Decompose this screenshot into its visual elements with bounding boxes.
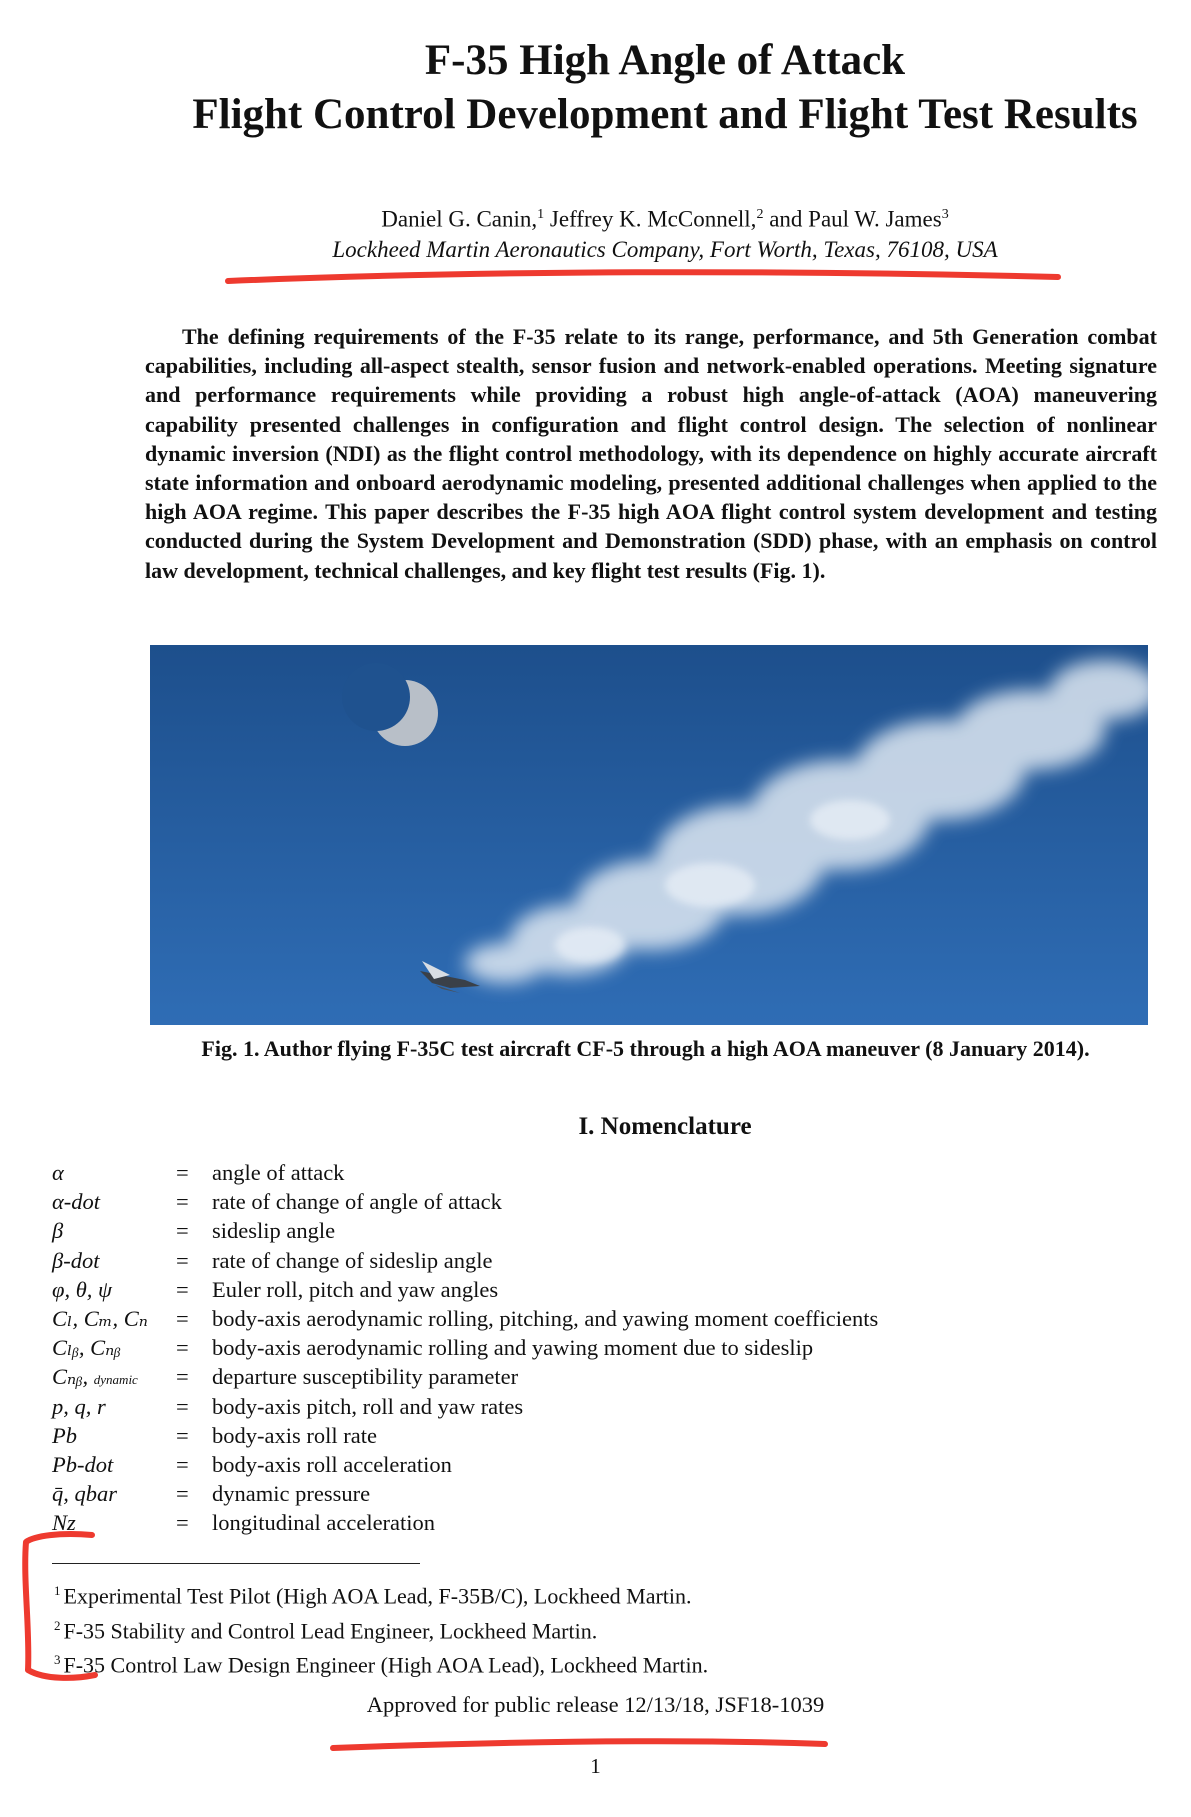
nomenclature-definition: rate of change of sideslip angle <box>212 1247 493 1273</box>
nomenclature-heading: I. Nomenclature <box>578 1113 752 1140</box>
nomenclature-symbol <box>52 1216 63 1245</box>
paper-title <box>150 34 1180 142</box>
nomenclature-equals: = <box>176 1510 189 1536</box>
footnote-text: F-35 Control Law Design Engineer (High AOA Lead), Lockheed Martin. <box>63 1652 709 1678</box>
nomenclature-equals: = <box>176 1276 189 1302</box>
page-number: 1 <box>590 1754 601 1778</box>
footnote-text: Experimental Test Pilot (High AOA Lead, F-35B/C), Lockheed Martin. <box>63 1583 692 1609</box>
author-3: and Paul W. James <box>763 206 942 232</box>
footnote-mark: 1 <box>54 1583 61 1598</box>
nomenclature-definition: Euler roll, pitch and yaw angles <box>212 1276 499 1302</box>
footnote-mark: 3 <box>54 1652 61 1668</box>
footnote-divider <box>52 1563 420 1564</box>
nomenclature-definition: body-axis aerodynamic rolling, pitching, and yawing moment coefficients <box>212 1305 879 1331</box>
nomenclature-symbol <box>52 1421 77 1450</box>
nomenclature-definition: body-axis aerodynamic rolling and yawing moment due to sideslip <box>212 1335 814 1361</box>
symbol-text: Pb-dot <box>52 1451 114 1477</box>
author-2-mark: 2 <box>756 207 764 222</box>
nomenclature-definition: angle of attack <box>212 1160 345 1185</box>
nomenclature-symbol <box>52 1187 100 1216</box>
nomenclature-definition: rate of change of angle of attack <box>212 1189 502 1215</box>
nomenclature-equals: = <box>176 1218 189 1244</box>
nomenclature-equals: = <box>176 1160 189 1185</box>
nomenclature-equals: = <box>176 1422 189 1448</box>
nomenclature-equals: = <box>176 1451 189 1477</box>
symbol-text: Cₙᵦ, <box>52 1364 89 1390</box>
nomenclature-equals: = <box>176 1393 189 1419</box>
symbol-text: p, q, r <box>52 1393 106 1419</box>
title-line-1: F-35 High Angle of Attack <box>424 37 906 84</box>
nomenclature-definition: dynamic pressure <box>212 1481 371 1507</box>
author-block <box>150 200 1180 265</box>
nomenclature-definition: longitudinal acceleration <box>212 1510 436 1536</box>
symbol-text: Cₗᵦ, Cₙᵦ <box>52 1335 121 1361</box>
nomenclature-definition: body-axis pitch, roll and yaw rates <box>212 1393 524 1419</box>
affiliation: Lockheed Martin Aeronautics Company, Fort Worth, Texas, 76108, USA <box>332 236 998 262</box>
nomenclature-equals: = <box>176 1364 189 1390</box>
symbol-text: Nz <box>52 1510 76 1536</box>
author-1-mark: 1 <box>537 207 545 222</box>
nomenclature-symbol <box>52 1392 106 1421</box>
nomenclature-symbol <box>52 1275 112 1304</box>
nomenclature-symbol <box>52 1362 138 1394</box>
figure-1-photo <box>150 645 1148 1025</box>
nomenclature-equals: = <box>176 1189 189 1215</box>
nomenclature-symbol <box>52 1158 64 1187</box>
symbol-text: β-dot <box>52 1247 100 1273</box>
symbol-text: α-dot <box>52 1189 101 1215</box>
nomenclature-symbol <box>52 1479 117 1508</box>
symbol-text: q̄, qbar <box>52 1481 118 1507</box>
footnotes <box>54 1576 708 1680</box>
nomenclature-symbol <box>52 1304 148 1333</box>
footnote <box>54 1645 708 1680</box>
footnote-mark: 2 <box>54 1617 61 1633</box>
symbol-text: Pb <box>52 1422 77 1448</box>
red-underline-release <box>333 1741 825 1748</box>
nomenclature-symbol <box>52 1450 113 1479</box>
footnote <box>54 1576 708 1611</box>
author-2: Jeffrey K. McConnell, <box>544 206 757 232</box>
nomenclature-symbol <box>52 1246 99 1275</box>
nomenclature-definition: body-axis roll rate <box>212 1422 377 1448</box>
nomenclature-equals: = <box>176 1481 189 1507</box>
symbol-text: β <box>52 1218 64 1244</box>
author-names <box>150 200 1180 235</box>
nomenclature-definition: sideslip angle <box>212 1218 336 1244</box>
nomenclature-symbol <box>52 1508 76 1537</box>
footnote-text: F-35 Stability and Control Lead Engineer, Lockheed Martin. <box>63 1617 598 1643</box>
nomenclature-equals: = <box>176 1247 189 1273</box>
nomenclature-equals: = <box>176 1335 189 1361</box>
author-1: Daniel G. Canin, <box>381 206 538 232</box>
symbol-text: φ, θ, ψ <box>52 1276 112 1302</box>
nomenclature-symbol <box>52 1333 121 1362</box>
nomenclature-definition: body-axis roll acceleration <box>212 1451 452 1477</box>
nomenclature-equals: = <box>176 1305 189 1331</box>
figure-1-caption: Fig. 1. Author flying F-35C test aircraft CF-5 through a high AOA maneuver (8 January 2014). <box>201 1036 1090 1061</box>
author-3-mark: 3 <box>941 207 949 222</box>
footnote <box>54 1611 708 1646</box>
symbol-text: α <box>52 1160 64 1185</box>
symbol-text: Cₗ, Cₘ, Cₙ <box>52 1305 148 1331</box>
nomenclature-definition: departure susceptibility parameter <box>212 1364 519 1390</box>
release-statement: Approved for public release 12/13/18, JSF18-1039 <box>366 1692 825 1717</box>
abstract: The defining requirements of the F-35 relate to its range, performance, and 5th Generation combat capabilities, including all-aspect stealth, sensor fusion and network-enabled operations. Meeting signature and performance requirements while providing a robust high angle-of-attack (AOA) maneuvering capability presented challenges in configuration and flight control design. The selection of nonlinear dynamic inversion (NDI) as the flight control methodology, with its dependence on highly accurate aircraft state information and onboard aerodynamic modeling, presented additional challenges when applied to the high AOA regime. This paper describes the F-35 high AOA flight control system development and testing conducted during the System Development and Demonstration (SDD) phase, with an emphasis on control law development, technical challenges, and key flight test results (Fig. 1). <box>145 324 1157 583</box>
red-underline-affiliation <box>228 272 1058 281</box>
title-line-2: Flight Control Development and Flight Test Results <box>192 91 1138 138</box>
symbol-subscript: dynamic <box>93 1372 138 1388</box>
